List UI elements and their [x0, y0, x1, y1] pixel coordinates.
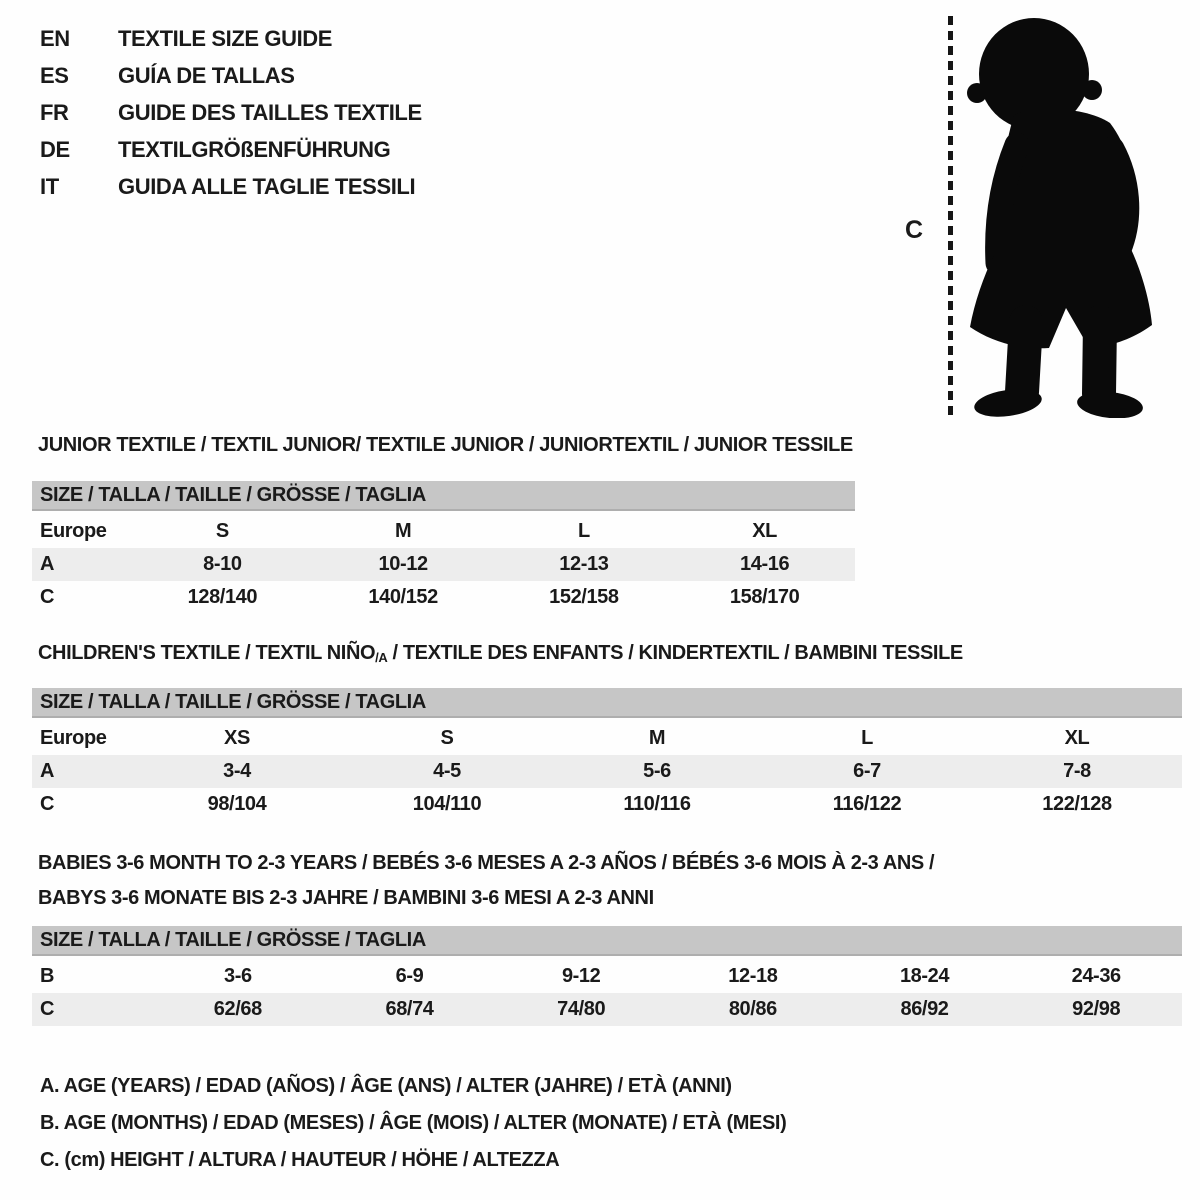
measure-label-c: C	[905, 216, 923, 244]
value-cell: 3-6	[223, 965, 252, 987]
table-row-age-months	[32, 960, 1182, 993]
row-label: Europe	[40, 520, 107, 542]
language-row-de	[40, 131, 422, 168]
value-cell: 128/140	[187, 586, 258, 608]
value-cell: 110/116	[623, 793, 691, 815]
value-cell: 14-16	[740, 553, 790, 575]
value-cell: 7-8	[1063, 760, 1091, 782]
value-cell: 10-12	[378, 553, 428, 575]
size-header-bar: SIZE / TALLA / TAILLE / GRÖSSE / TAGLIA	[32, 688, 1182, 718]
legend-line-a: A. AGE (YEARS) / EDAD (AÑOS) / ÂGE (ANS) / ALTER (JAHRE) / ETÀ (ANNI)	[40, 1075, 732, 1097]
value-cell: 152/158	[549, 586, 619, 608]
value-cell: 92/98	[1072, 998, 1121, 1020]
language-label: TEXTILE SIZE GUIDE	[118, 25, 333, 51]
language-label: GUÍA DE TALLAS	[118, 62, 295, 88]
section-title-junior: JUNIOR TEXTILE / TEXTIL JUNIOR/ TEXTILE JUNIOR / JUNIORTEXTIL / JUNIOR TESSILE	[38, 434, 853, 456]
language-row-en	[40, 20, 422, 57]
table-row-height	[32, 788, 1182, 821]
size-cell: M	[648, 727, 666, 749]
babies-title-line1: BABIES 3-6 MONTH TO 2-3 YEARS / BEBÉS 3-6 MESES A 2-3 AÑOS / BÉBÉS 3-6 MOIS À 2-3 ANS /	[38, 852, 935, 874]
value-cell: 8-10	[203, 553, 242, 575]
row-label: C	[40, 793, 55, 815]
value-cell: 6-7	[853, 760, 881, 782]
legend-line-c: C. (cm) HEIGHT / ALTURA / HAUTEUR / HÖHE / ALTEZZA	[40, 1149, 560, 1171]
row-label: B	[40, 965, 55, 987]
row-label: C	[40, 998, 55, 1020]
height-measure-dashed-line	[948, 16, 953, 416]
language-code: IT	[40, 173, 59, 199]
value-cell: 104/110	[412, 793, 482, 815]
value-cell: 116/122	[832, 793, 902, 815]
row-label: Europe	[40, 727, 107, 749]
language-label: TEXTILGRÖßENFÜHRUNG	[118, 136, 391, 162]
language-code: ES	[40, 62, 69, 88]
language-code: FR	[40, 99, 69, 125]
value-cell: 122/128	[1042, 793, 1112, 815]
value-cell: 98/104	[207, 793, 267, 815]
language-code: EN	[40, 25, 70, 51]
section-title-babies	[38, 846, 934, 916]
size-cell: XS	[224, 727, 250, 749]
size-cell: L	[861, 727, 873, 749]
babies-size-table	[32, 926, 1182, 1026]
language-list	[40, 20, 422, 205]
junior-size-table	[32, 481, 855, 614]
value-cell: 12-18	[728, 965, 778, 987]
language-code: DE	[40, 136, 70, 162]
children-size-table	[32, 688, 1182, 821]
value-cell: 12-13	[559, 553, 609, 575]
value-cell: 5-6	[643, 760, 671, 782]
table-row-europe	[32, 515, 855, 548]
table-row-height	[32, 993, 1182, 1026]
row-label: A	[40, 553, 55, 575]
table-row-height	[32, 581, 855, 614]
value-cell: 68/74	[385, 998, 434, 1020]
language-label: GUIDE DES TAILLES TEXTILE	[118, 99, 422, 125]
babies-title-line2: BABYS 3-6 MONATE BIS 2-3 JAHRE / BAMBINI 3-6 MESI A 2-3 ANNI	[38, 887, 654, 909]
value-cell: 9-12	[561, 965, 601, 987]
language-row-it	[40, 168, 422, 205]
size-header-bar: SIZE / TALLA / TAILLE / GRÖSSE / TAGLIA	[32, 481, 855, 511]
value-cell: 3-4	[223, 760, 251, 782]
value-cell: 4-5	[433, 760, 461, 782]
language-label: GUIDA ALLE TAGLIE TESSILI	[118, 173, 416, 199]
value-cell: 6-9	[395, 965, 424, 987]
value-cell: 62/68	[213, 998, 262, 1020]
value-cell: 86/92	[900, 998, 949, 1020]
value-cell: 80/86	[728, 998, 777, 1020]
section-title-children	[38, 642, 963, 665]
row-label: C	[40, 586, 55, 608]
children-title-main: CHILDREN'S TEXTILE / TEXTIL NIÑO	[38, 642, 376, 664]
value-cell: 74/80	[557, 998, 606, 1020]
children-title-suffix: /A	[375, 650, 388, 665]
size-cell: S	[215, 520, 229, 542]
size-header-bar: SIZE / TALLA / TAILLE / GRÖSSE / TAGLIA	[32, 926, 1182, 956]
value-cell: 24-36	[1071, 965, 1121, 987]
table-row-age	[32, 548, 855, 581]
value-cell: 140/152	[368, 586, 438, 608]
table-row-europe	[32, 722, 1182, 755]
size-cell: M	[394, 520, 412, 542]
toddler-silhouette-icon	[962, 16, 1152, 418]
language-row-fr	[40, 94, 422, 131]
legend	[40, 1068, 786, 1179]
size-cell: S	[440, 727, 454, 749]
language-row-es	[40, 57, 422, 94]
children-title-rest: / TEXTILE DES ENFANTS / KINDERTEXTIL / BAMBINI TESSILE	[387, 642, 963, 664]
size-cell: L	[577, 520, 590, 542]
legend-line-b: B. AGE (MONTHS) / EDAD (MESES) / ÂGE (MOIS) / ALTER (MONATE) / ETÀ (MESI)	[40, 1112, 787, 1134]
value-cell: 158/170	[729, 586, 800, 608]
row-label: A	[40, 760, 55, 782]
value-cell: 18-24	[899, 965, 950, 987]
size-cell: XL	[1064, 727, 1090, 749]
table-row-age	[32, 755, 1182, 788]
size-cell: XL	[752, 520, 777, 542]
